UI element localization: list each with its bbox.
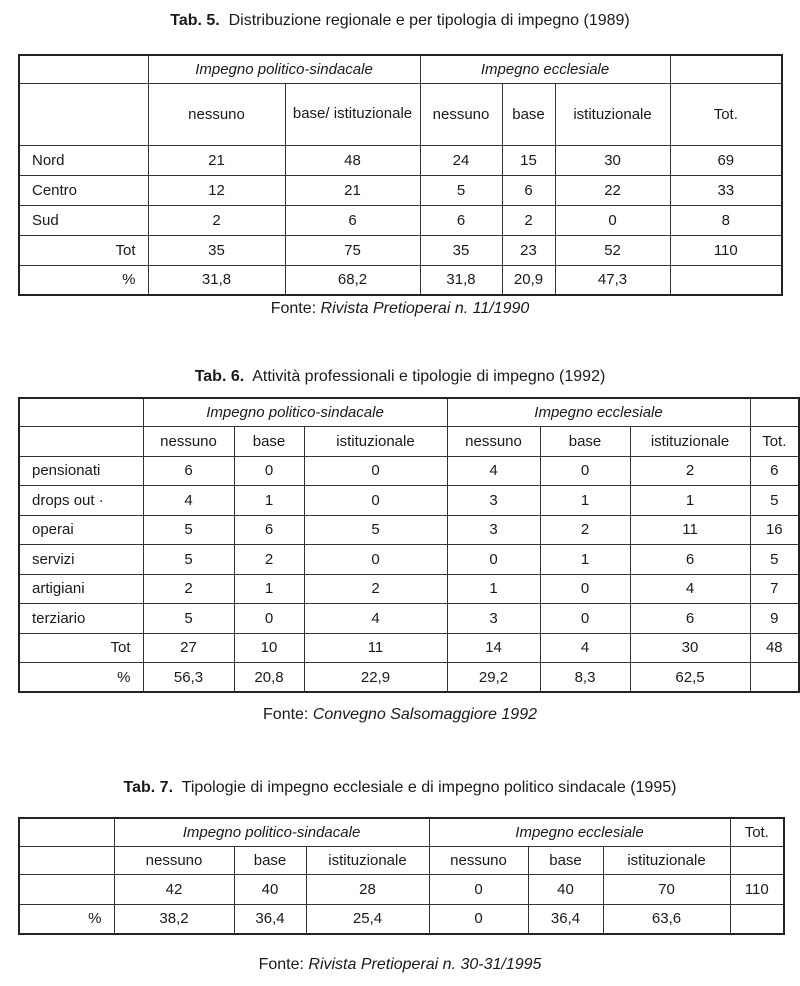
- tab6-number: Tab. 6.: [194, 368, 245, 385]
- table-cell: 10: [234, 633, 304, 663]
- tab5-group-politico: Impegno politico-sindacale: [148, 55, 420, 83]
- table-cell: 6: [630, 545, 750, 575]
- table-row: [19, 574, 799, 604]
- table-cell: 3: [447, 515, 540, 545]
- table-cell: 27: [143, 633, 234, 663]
- table-cell: 0: [429, 904, 528, 934]
- table-cell: 69: [670, 145, 782, 175]
- row-label: %: [19, 265, 148, 295]
- table-cell: 6: [285, 205, 420, 235]
- tab6-group-politico: Impegno politico-sindacale: [143, 398, 447, 426]
- table-cell: 40: [234, 874, 306, 904]
- tab7-caption: [0, 779, 800, 797]
- table-cell: 2: [304, 574, 447, 604]
- table-cell: 5: [143, 604, 234, 634]
- table-cell: 1: [234, 486, 304, 516]
- column-header: istituzionale: [630, 426, 750, 456]
- column-header: base: [540, 426, 630, 456]
- column-header: nessuno: [114, 846, 234, 874]
- table-cell: 4: [540, 633, 630, 663]
- table-cell: 11: [630, 515, 750, 545]
- table-cell: 31,8: [148, 265, 285, 295]
- table-cell: 2: [143, 574, 234, 604]
- tab5-title: Distribuzione regionale e per tipologia di impegno (1989): [228, 12, 630, 29]
- table-cell: 62,5: [630, 663, 750, 693]
- table-cell: 68,2: [285, 265, 420, 295]
- table-cell: 110: [670, 235, 782, 265]
- tab5-caption: [0, 12, 800, 30]
- table-cell: 2: [234, 545, 304, 575]
- tab7-total-header: Tot.: [730, 818, 784, 846]
- table-cell: 12: [148, 175, 285, 205]
- row-label: Centro: [19, 175, 148, 205]
- table-cell: 3: [447, 486, 540, 516]
- table-cell: 0: [304, 545, 447, 575]
- source-prefix: Fonte:: [263, 706, 313, 723]
- tab5-table: [18, 54, 783, 296]
- table-cell: 0: [555, 205, 670, 235]
- table-row: [19, 486, 799, 516]
- table-cell: 22,9: [304, 663, 447, 693]
- tab6-source-title: Convegno Salsomaggiore 1992: [312, 706, 537, 723]
- column-header: istituzionale: [304, 426, 447, 456]
- column-header: base: [502, 83, 555, 145]
- table-row: [19, 604, 799, 634]
- column-header: istituzionale: [555, 83, 670, 145]
- table-cell: 35: [420, 235, 502, 265]
- tab7-source-title: Rivista Pretioperai n. 30-31/1995: [308, 956, 542, 973]
- tab7-source: [0, 956, 800, 974]
- tab6-group-ecclesiale: Impegno ecclesiale: [447, 398, 750, 426]
- table-cell: 1: [234, 574, 304, 604]
- table-cell: [750, 663, 799, 693]
- table-cell: 21: [285, 175, 420, 205]
- column-header: nessuno: [143, 426, 234, 456]
- column-header: nessuno: [420, 83, 502, 145]
- source-prefix: Fonte:: [270, 300, 321, 317]
- column-header: base/ istituzionale: [285, 83, 420, 145]
- table-cell: 5: [750, 486, 799, 516]
- table-cell: 24: [420, 145, 502, 175]
- table-cell: 38,2: [114, 904, 234, 934]
- table-row: [19, 265, 782, 295]
- table-cell: 6: [502, 175, 555, 205]
- table-cell: 20,9: [502, 265, 555, 295]
- column-header: nessuno: [148, 83, 285, 145]
- table-cell: 25,4: [306, 904, 429, 934]
- table-cell: 6: [630, 604, 750, 634]
- table-row: [19, 205, 782, 235]
- table-cell: 0: [540, 574, 630, 604]
- table-cell: 40: [528, 874, 603, 904]
- row-label: servizi: [19, 545, 143, 575]
- table-cell: 47,3: [555, 265, 670, 295]
- row-label: operai: [19, 515, 143, 545]
- tab7-body: [19, 874, 784, 934]
- table-cell: 4: [630, 574, 750, 604]
- tab5-body: [19, 145, 782, 295]
- row-label: %: [19, 663, 143, 693]
- table-cell: 23: [502, 235, 555, 265]
- tab6-table: [18, 397, 800, 693]
- table-cell: 36,4: [528, 904, 603, 934]
- table-cell: 35: [148, 235, 285, 265]
- table-cell: 3: [447, 604, 540, 634]
- tab5-group-header: [19, 55, 782, 83]
- table-row: [19, 545, 799, 575]
- row-label: %: [19, 904, 114, 934]
- tab5-group-ecclesiale: Impegno ecclesiale: [420, 55, 670, 83]
- tab7-number: Tab. 7.: [123, 779, 174, 796]
- table-cell: 75: [285, 235, 420, 265]
- table-cell: 5: [143, 515, 234, 545]
- row-label: Tot: [19, 633, 143, 663]
- table-cell: 2: [502, 205, 555, 235]
- table-row: [19, 235, 782, 265]
- table-cell: 5: [750, 545, 799, 575]
- table-cell: 56,3: [143, 663, 234, 693]
- table-cell: 21: [148, 145, 285, 175]
- table-cell: 8,3: [540, 663, 630, 693]
- table-cell: 63,6: [603, 904, 730, 934]
- table-cell: 0: [540, 604, 630, 634]
- column-header: istituzionale: [603, 846, 730, 874]
- table-cell: 48: [750, 633, 799, 663]
- table-cell: 1: [447, 574, 540, 604]
- table-cell: 16: [750, 515, 799, 545]
- table-row: [19, 874, 784, 904]
- table-cell: 29,2: [447, 663, 540, 693]
- column-header: base: [234, 426, 304, 456]
- row-label: drops out ·: [19, 486, 143, 516]
- table-cell: 52: [555, 235, 670, 265]
- table-row: [19, 515, 799, 545]
- table-cell: 2: [540, 515, 630, 545]
- table-cell: 4: [304, 604, 447, 634]
- column-header: Tot.: [750, 426, 799, 456]
- table-cell: 31,8: [420, 265, 502, 295]
- table-row: [19, 633, 799, 663]
- table-cell: 0: [304, 486, 447, 516]
- table-cell: [730, 904, 784, 934]
- tab6-source: [0, 706, 800, 724]
- table-row: [19, 663, 799, 693]
- row-label: artigiani: [19, 574, 143, 604]
- table-cell: 5: [304, 515, 447, 545]
- table-cell: 0: [234, 604, 304, 634]
- table-cell: 0: [429, 874, 528, 904]
- column-header: base: [234, 846, 306, 874]
- row-label: Tot: [19, 235, 148, 265]
- table-cell: 28: [306, 874, 429, 904]
- column-header: Tot.: [670, 83, 782, 145]
- table-cell: 7: [750, 574, 799, 604]
- tab5-source-title: Rivista Pretioperai n. 11/1990: [320, 300, 530, 317]
- table-cell: 42: [114, 874, 234, 904]
- table-cell: 5: [420, 175, 502, 205]
- table-cell: [670, 265, 782, 295]
- table-cell: 8: [670, 205, 782, 235]
- table-cell: 4: [143, 486, 234, 516]
- tab7-group-ecclesiale: Impegno ecclesiale: [429, 818, 730, 846]
- tab7-table: [18, 817, 785, 935]
- tab7-column-header: [19, 846, 784, 874]
- tab7-group-politico: Impegno politico-sindacale: [114, 818, 429, 846]
- table-cell: 36,4: [234, 904, 306, 934]
- tab7-group-header: [19, 818, 784, 846]
- row-label: Nord: [19, 145, 148, 175]
- table-cell: 1: [540, 545, 630, 575]
- row-label: [19, 874, 114, 904]
- column-header: istituzionale: [306, 846, 429, 874]
- tab6-caption: [0, 368, 800, 386]
- table-cell: 30: [630, 633, 750, 663]
- column-header: nessuno: [429, 846, 528, 874]
- table-cell: 2: [148, 205, 285, 235]
- column-header: base: [528, 846, 603, 874]
- table-cell: 22: [555, 175, 670, 205]
- table-cell: 48: [285, 145, 420, 175]
- tab6-title: Attività professionali e tipologie di impegno (1992): [252, 368, 606, 385]
- table-row: [19, 904, 784, 934]
- tab6-body: [19, 456, 799, 692]
- row-label: Sud: [19, 205, 148, 235]
- table-cell: 6: [234, 515, 304, 545]
- table-cell: 1: [630, 486, 750, 516]
- row-label: terziario: [19, 604, 143, 634]
- table-cell: 6: [143, 456, 234, 486]
- table-cell: 6: [750, 456, 799, 486]
- table-cell: 4: [447, 456, 540, 486]
- tab5-number: Tab. 5.: [170, 12, 220, 29]
- tab5-column-header: [19, 83, 782, 145]
- table-cell: 30: [555, 145, 670, 175]
- table-row: [19, 456, 799, 486]
- table-cell: 110: [730, 874, 784, 904]
- tab6-column-header: [19, 426, 799, 456]
- table-cell: 0: [540, 456, 630, 486]
- table-cell: 1: [540, 486, 630, 516]
- tab6-group-header: [19, 398, 799, 426]
- tab7-title: Tipologie di impegno ecclesiale e di impegno politico sindacale (1995): [181, 779, 677, 796]
- table-cell: 70: [603, 874, 730, 904]
- table-row: [19, 145, 782, 175]
- table-cell: 2: [630, 456, 750, 486]
- table-cell: 5: [143, 545, 234, 575]
- table-cell: 0: [234, 456, 304, 486]
- table-cell: 15: [502, 145, 555, 175]
- table-cell: 20,8: [234, 663, 304, 693]
- table-cell: 0: [304, 456, 447, 486]
- table-row: [19, 175, 782, 205]
- table-cell: 6: [420, 205, 502, 235]
- column-header: nessuno: [447, 426, 540, 456]
- table-cell: 11: [304, 633, 447, 663]
- tab5-source: [0, 300, 800, 318]
- source-prefix: Fonte:: [258, 956, 309, 973]
- table-cell: 0: [447, 545, 540, 575]
- table-cell: 33: [670, 175, 782, 205]
- row-label: pensionati: [19, 456, 143, 486]
- table-cell: 9: [750, 604, 799, 634]
- table-cell: 14: [447, 633, 540, 663]
